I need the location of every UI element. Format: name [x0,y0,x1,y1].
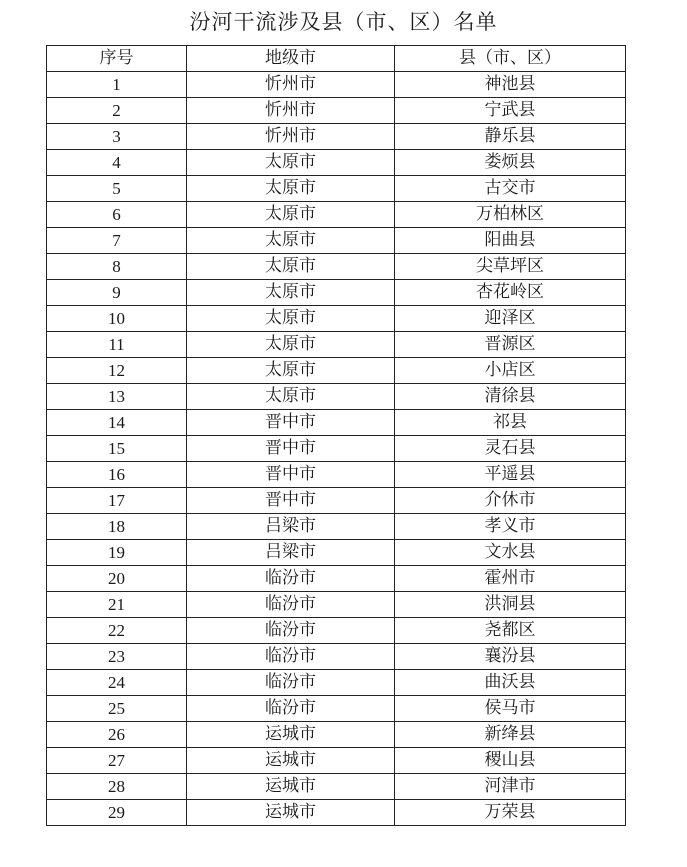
table-row [47,332,626,358]
county-cell: 河津市 [395,774,626,800]
table-row [47,696,626,722]
table-row [47,592,626,618]
prefecture-city-cell: 运城市 [187,800,395,826]
table-row [47,514,626,540]
table-row [47,306,626,332]
county-table [46,45,626,826]
serial-number-cell: 17 [47,488,187,514]
table-row [47,488,626,514]
county-cell: 曲沃县 [395,670,626,696]
table-row [47,254,626,280]
prefecture-city-cell: 晋中市 [187,488,395,514]
table-row [47,124,626,150]
table-row [47,800,626,826]
table-row [47,462,626,488]
prefecture-city-cell: 临汾市 [187,670,395,696]
county-cell: 稷山县 [395,748,626,774]
county-cell: 万荣县 [395,800,626,826]
serial-number-cell: 15 [47,436,187,462]
header-prefecture-city: 地级市 [187,46,395,72]
table-row [47,410,626,436]
county-cell: 宁武县 [395,98,626,124]
county-cell: 襄汾县 [395,644,626,670]
serial-number-cell: 1 [47,72,187,98]
serial-number-cell: 27 [47,748,187,774]
county-cell: 洪洞县 [395,592,626,618]
prefecture-city-cell: 运城市 [187,722,395,748]
serial-number-cell: 25 [47,696,187,722]
table-row [47,280,626,306]
serial-number-cell: 12 [47,358,187,384]
serial-number-cell: 21 [47,592,187,618]
serial-number-cell: 4 [47,150,187,176]
serial-number-cell: 28 [47,774,187,800]
prefecture-city-cell: 临汾市 [187,592,395,618]
serial-number-cell: 2 [47,98,187,124]
prefecture-city-cell: 太原市 [187,384,395,410]
prefecture-city-cell: 忻州市 [187,124,395,150]
table-row [47,72,626,98]
prefecture-city-cell: 吕梁市 [187,540,395,566]
prefecture-city-cell: 临汾市 [187,644,395,670]
county-cell: 尧都区 [395,618,626,644]
county-cell: 尖草坪区 [395,254,626,280]
prefecture-city-cell: 吕梁市 [187,514,395,540]
county-cell: 娄烦县 [395,150,626,176]
prefecture-city-cell: 运城市 [187,774,395,800]
table-row [47,722,626,748]
prefecture-city-cell: 忻州市 [187,72,395,98]
county-cell: 祁县 [395,410,626,436]
table-row [47,670,626,696]
serial-number-cell: 11 [47,332,187,358]
table-row [47,358,626,384]
prefecture-city-cell: 临汾市 [187,566,395,592]
prefecture-city-cell: 太原市 [187,254,395,280]
table-row [47,566,626,592]
county-cell: 清徐县 [395,384,626,410]
serial-number-cell: 19 [47,540,187,566]
table-row [47,176,626,202]
county-cell: 万柏林区 [395,202,626,228]
header-serial-number: 序号 [47,46,187,72]
table-row [47,436,626,462]
serial-number-cell: 18 [47,514,187,540]
serial-number-cell: 3 [47,124,187,150]
prefecture-city-cell: 晋中市 [187,410,395,436]
table-row [47,98,626,124]
county-cell: 阳曲县 [395,228,626,254]
county-cell: 侯马市 [395,696,626,722]
county-cell: 杏花岭区 [395,280,626,306]
page-title: 汾河干流涉及县（市、区）名单 [189,10,498,34]
serial-number-cell: 22 [47,618,187,644]
county-cell: 静乐县 [395,124,626,150]
serial-number-cell: 24 [47,670,187,696]
table-row [47,228,626,254]
prefecture-city-cell: 太原市 [187,176,395,202]
county-cell: 文水县 [395,540,626,566]
header-county: 县（市、区） [395,46,626,72]
county-cell: 霍州市 [395,566,626,592]
county-cell: 平遥县 [395,462,626,488]
table-row [47,748,626,774]
serial-number-cell: 20 [47,566,187,592]
table-header-row [47,46,626,72]
prefecture-city-cell: 太原市 [187,280,395,306]
prefecture-city-cell: 忻州市 [187,98,395,124]
county-cell: 神池县 [395,72,626,98]
prefecture-city-cell: 晋中市 [187,436,395,462]
serial-number-cell: 7 [47,228,187,254]
county-cell: 晋源区 [395,332,626,358]
serial-number-cell: 14 [47,410,187,436]
serial-number-cell: 10 [47,306,187,332]
prefecture-city-cell: 晋中市 [187,462,395,488]
county-cell: 介休市 [395,488,626,514]
prefecture-city-cell: 太原市 [187,306,395,332]
prefecture-city-cell: 太原市 [187,202,395,228]
serial-number-cell: 16 [47,462,187,488]
serial-number-cell: 9 [47,280,187,306]
county-cell: 孝义市 [395,514,626,540]
serial-number-cell: 13 [47,384,187,410]
table-row [47,540,626,566]
table-row [47,644,626,670]
county-cell: 灵石县 [395,436,626,462]
prefecture-city-cell: 太原市 [187,358,395,384]
serial-number-cell: 5 [47,176,187,202]
county-cell: 新绛县 [395,722,626,748]
table-row [47,202,626,228]
prefecture-city-cell: 太原市 [187,228,395,254]
table-row [47,774,626,800]
serial-number-cell: 29 [47,800,187,826]
table-row [47,384,626,410]
county-cell: 古交市 [395,176,626,202]
table-row [47,150,626,176]
serial-number-cell: 23 [47,644,187,670]
table-body [47,72,626,826]
serial-number-cell: 26 [47,722,187,748]
serial-number-cell: 8 [47,254,187,280]
prefecture-city-cell: 运城市 [187,748,395,774]
table-row [47,618,626,644]
county-cell: 小店区 [395,358,626,384]
prefecture-city-cell: 临汾市 [187,618,395,644]
prefecture-city-cell: 太原市 [187,332,395,358]
serial-number-cell: 6 [47,202,187,228]
county-cell: 迎泽区 [395,306,626,332]
prefecture-city-cell: 太原市 [187,150,395,176]
prefecture-city-cell: 临汾市 [187,696,395,722]
